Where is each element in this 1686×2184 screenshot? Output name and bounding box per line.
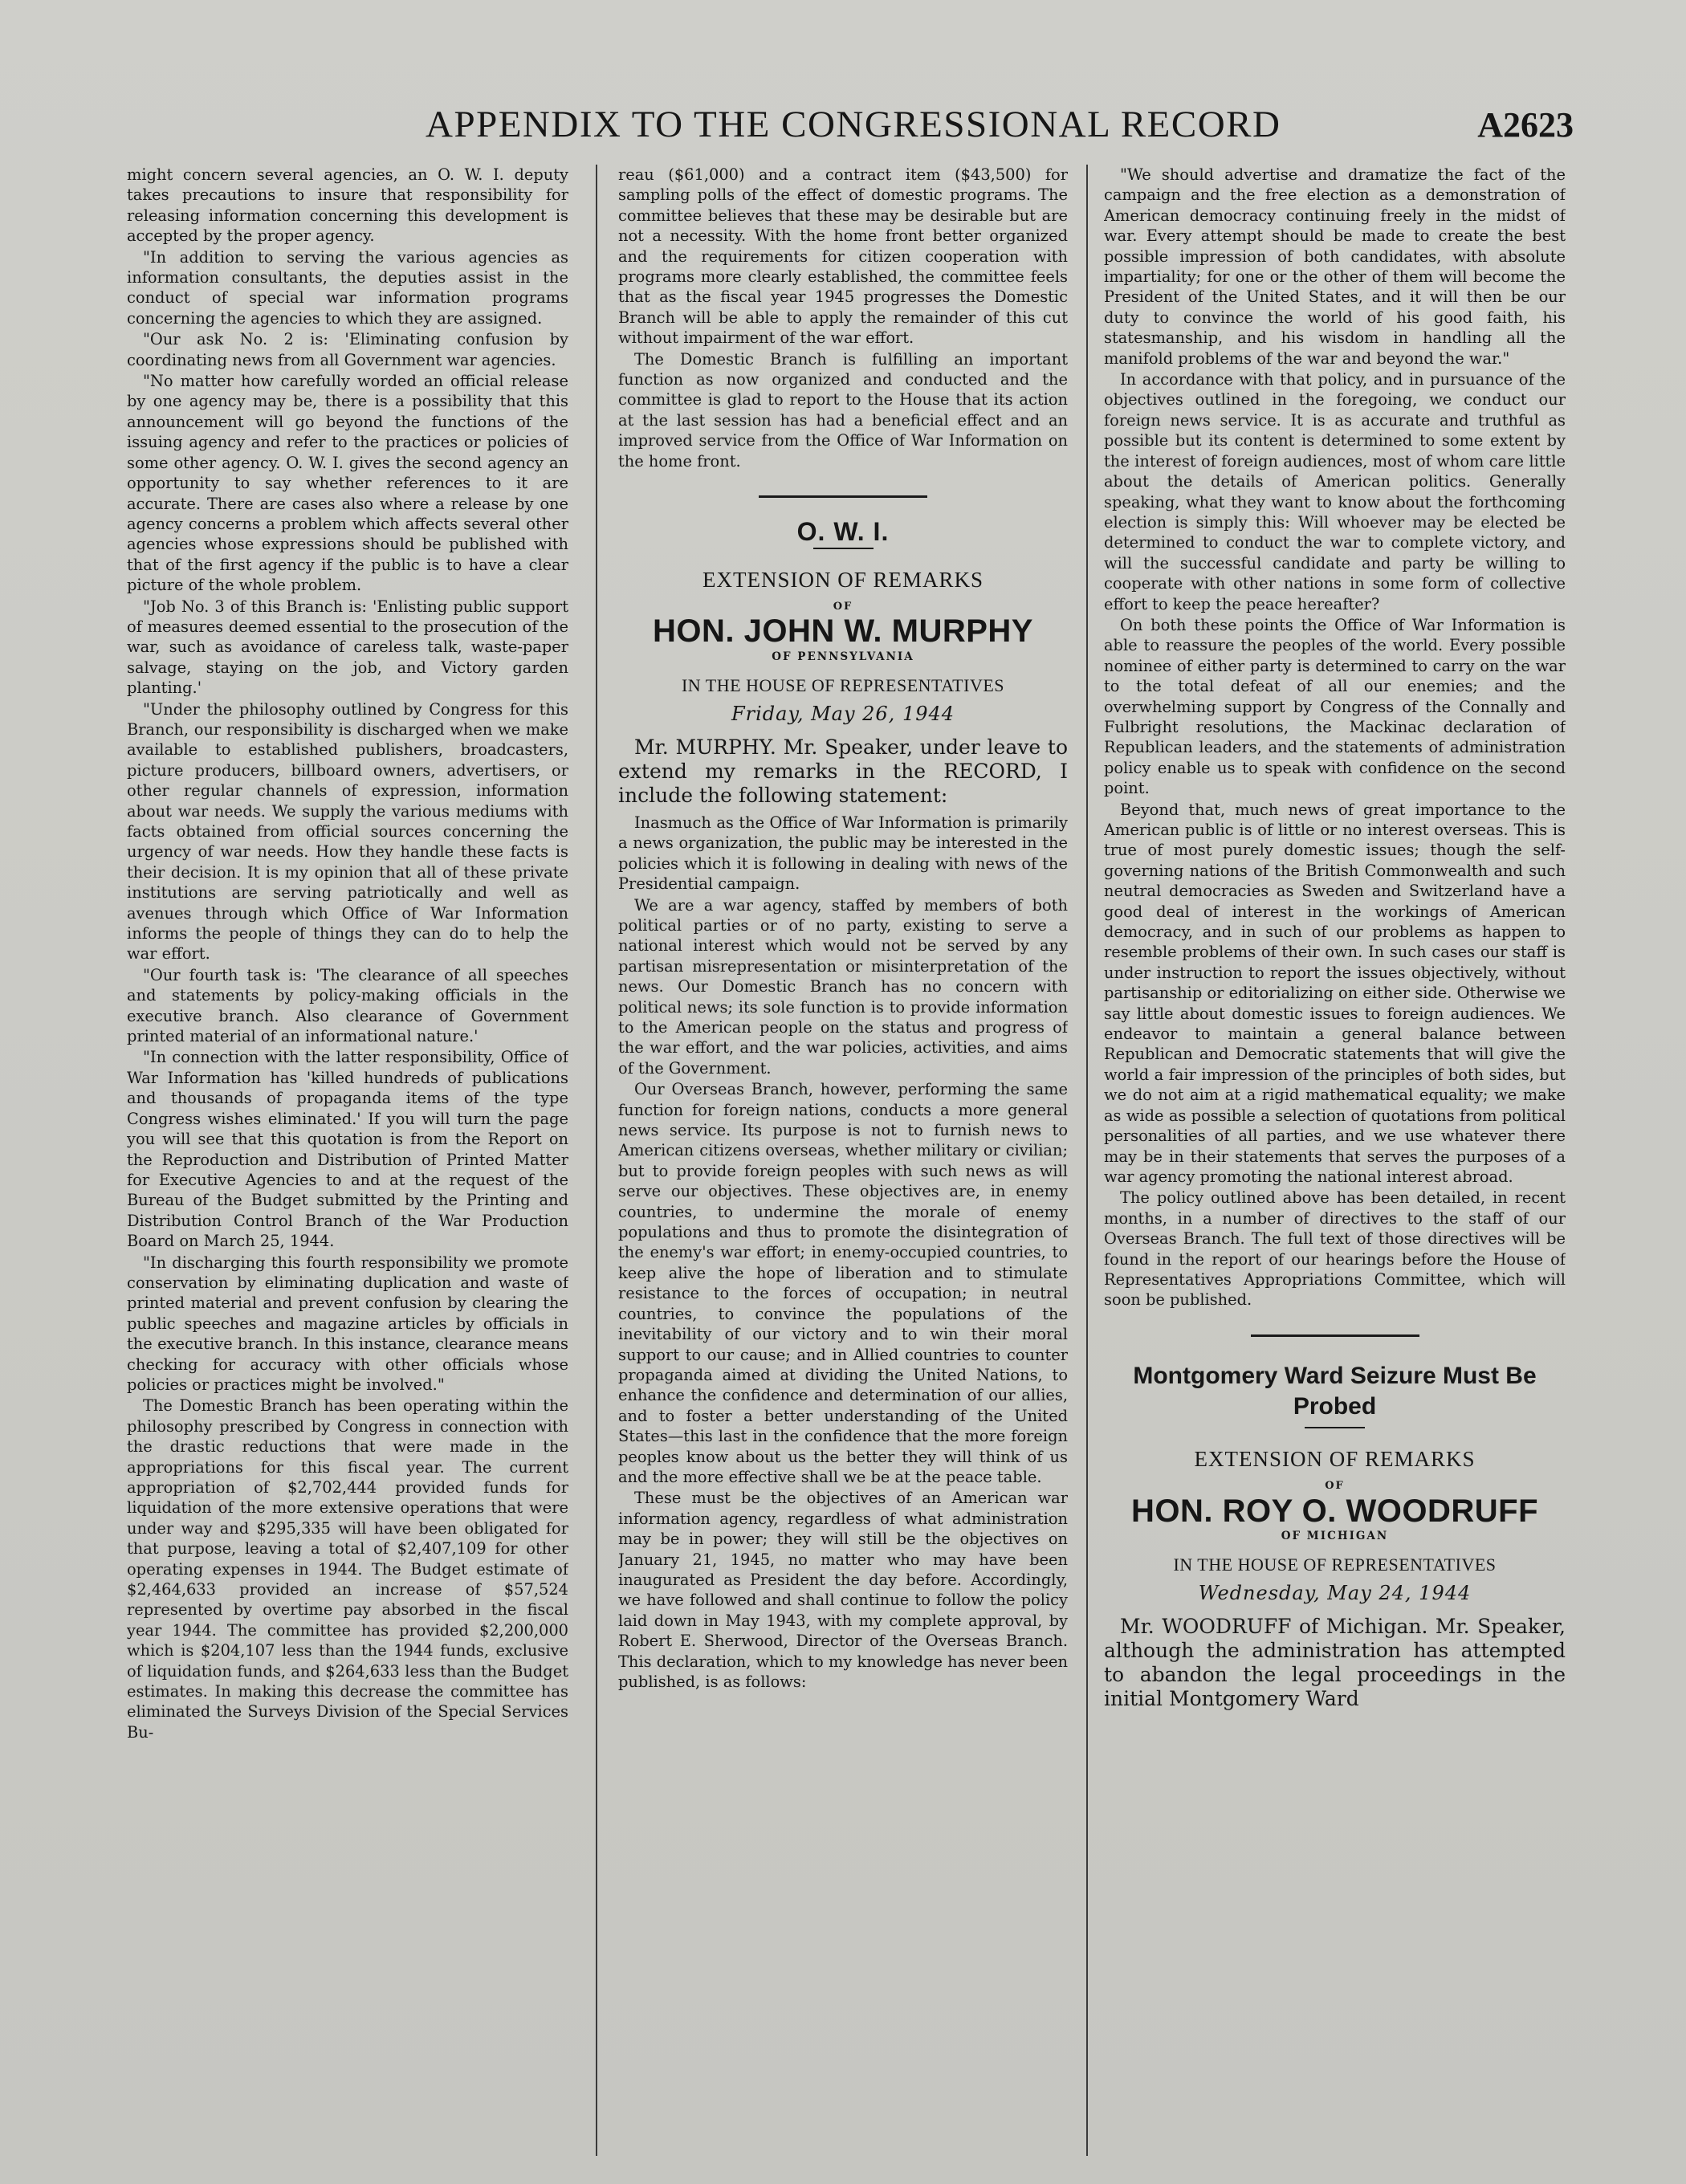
column-divider xyxy=(596,165,597,2156)
paragraph: "Job No. 3 of this Branch is: 'Enlisting public support of measures deemed essential to the prosecution of the war, such as avoidance of careless talk, waste-paper salvage, staying on the job, and Victory garden planting.' xyxy=(127,597,568,698)
remarks-intro: Mr. MURPHY. Mr. Speaker, under leave to extend my remarks in the RECORD, I include the following statement: xyxy=(618,735,1068,807)
page-number: A2623 xyxy=(1477,105,1574,145)
section-separator xyxy=(1251,1334,1419,1337)
remarks-date: Friday, May 26, 1944 xyxy=(731,702,955,725)
paragraph: might concern several agencies, an O. W. I. deputy takes precautions to insure that responsibility for releasing information concerning this development is accepted by the proper agency. xyxy=(127,165,568,246)
paragraph: The Domestic Branch has been operating within the philosophy prescribed by Congress in connection with the drastic reductions that were made in the appropriations for this fiscal year. The current appropriation of $2,702,444 provided funds for liquidation of the more extensive operations that were under way and $295,335 will have been obligated for that purpose, leaving a total of $2,407,109 for other operating expenses in 1944. The Budget estimate of $2,464,633 provided an increase of $57,524 represented by overtime pay absorbed in the fiscal year 1944. The committee has provided $2,200,000 which is $204,107 less than the 1944 funds, exclusive of liquidation funds, and $264,633 less than the Budget estimates. In making this decrease the committee has eliminated the Surveys Division of the Special Services Bu- xyxy=(127,1396,568,1742)
title-rule xyxy=(813,548,874,549)
extension-heading: EXTENSION OF REMARKS xyxy=(1194,1446,1476,1471)
remarks-date: Wednesday, May 24, 1944 xyxy=(1198,1581,1472,1604)
paragraph: "In discharging this fourth responsibility we promote conservation by eliminating duplication and waste of printed material and prevent confusion by clearing the public speeches and magazine articles by officials in the executive branch. In this instance, clearance means checking for accuracy with other officials whose policies or practices might be involved." xyxy=(127,1253,568,1394)
page-header xyxy=(426,103,1574,159)
paragraph: Our Overseas Branch, however, performing the same function for foreign nations, conducts a more general news service. Its purpose is not to furnish news to American citizens overseas, whether military or civilian; but to provide foreign peoples with such news as will serve our objectives. These objectives are, in enemy countries, to undermine the morale of enemy populations and thus to promote the disintegration of the enemy's war effort; in enemy-occupied countries, to keep alive the hope of liberation and to stimulate resistance to the forces of occupation; in neutral countries, to convince the populations of the inevitability of our victory and to win their moral support to our cause; and in Allied countries to counter propaganda aimed at dividing the United Nations, to enhance the confidence and determination of our allies, and to foster a better understanding of the United States—this last in the confidence that the more foreign peoples know about us the better they will think of us and the more effective shall we be at the peace table. xyxy=(618,1080,1068,1486)
column-3 xyxy=(1104,165,1566,2164)
extension-heading: EXTENSION OF REMARKS xyxy=(702,567,984,592)
of-label: OF xyxy=(833,600,853,613)
paragraph: "In addition to serving the various agencies as information consultants, the deputies assist in the conduct of special war information programs concerning the agencies to which they are assigned. xyxy=(127,247,568,328)
column-divider xyxy=(1086,165,1088,2156)
remarks-intro: Mr. WOODRUFF of Michigan. Mr. Speaker, although the administration has attempted to abandon the legal proceedings in the initial Montgomery Ward xyxy=(1104,1615,1566,1711)
paragraph: We are a war agency, staffed by members of both political parties or of no party, existing to serve a national interest which would not be served by any partisan misrepresentation or misinterpretation of the news. Our Domestic Branch has no concern with political news; its sole function is to provide information to the American people on the status and progress of the war effort, and the war policies, activities, and aims of the Government. xyxy=(618,895,1068,1078)
chamber-label: IN THE HOUSE OF REPRESENTATIVES xyxy=(1173,1554,1497,1575)
paragraph: In accordance with that policy, and in pursuance of the objectives outlined in the foregoing, we conduct our foreign news service. It is as accurate and truthful as possible but its content is determined to some extent by the interest of foreign audiences, most of whom care little about the details of American politics. Generally speaking, what they want to know about the forthcoming election is simply this: Will whoever may be elected be determined to conduct the war to complete victory, and will the successful candidate and party be willing to cooperate with other nations in some form of collective effort to keep the peace hereafter? xyxy=(1104,370,1566,613)
paragraph: "No matter how carefully worded an official release by one agency may be, there is a possibility that this announcement will go beyond the functions of the issuing agency and refer to the practices or policies of some other agency. O. W. I. gives the second agency an opportunity to say whether references to it are accurate. There are cases also where a release by one agency concerns a problem which affects several other agencies whose expressions should be published with that of the first agency if the public is to have a clear picture of the whole problem. xyxy=(127,372,568,595)
paragraph: On both these points the Office of War Information is able to reassure the peoples of the world. Every possible nominee of either party is determined to carry on the war to the total defeat of all our enemies; and the overwhelming support by Congress of the Connally and Fulbright resolutions, the Mackinac declaration of Republican leaders, and the statements of administration policy enable us to speak with confidence on the second point. xyxy=(1104,615,1566,798)
paragraph: The Domestic Branch is fulfilling an important function as now organized and conducted and the committee is glad to report to the House that its action at the last session has had a beneficial effect and an improved service from the Office of War Information on the home front. xyxy=(618,349,1068,471)
paragraph: "Our ask No. 2 is: 'Eliminating confusion by coordinating news from all Government war agencies. xyxy=(127,330,568,369)
paragraph: "We should advertise and dramatize the fact of the campaign and the free election as a demonstration of American democracy continuing freely in the midst of war. Every attempt should be made to create the best possible impression of both candidates, with absolute impartiality; for one or the other of them will become the President of the United States, and it will then be our duty to convince the world of his good faith, his statesmanship, and his wisdom in handling all the manifold problems of the war and beyond the war." xyxy=(1104,165,1566,368)
paragraph: Inasmuch as the Office of War Information is primarily a news organization, the public may be interested in the policies which it is following in dealing with news of the Presidential campaign. xyxy=(618,813,1068,894)
member-state: OF MICHIGAN xyxy=(1281,1529,1389,1542)
paragraph: These must be the objectives of an American war information agency, regardless of what administration may be in power; they will still be the objectives on January 21, 1945, no matter who may have been inaugurated as President the day before. Accordingly, we have followed and shall continue to follow the policy laid down in May 1943, with my complete approval, by Robert E. Sherwood, Director of the Overseas Branch. This declaration, which to my knowledge has never been published, is as follows: xyxy=(618,1489,1068,1691)
paragraph: The policy outlined above has been detailed, in recent months, in a number of directives to the staff of our Overseas Branch. The full text of those directives will be found in the report of our hearings before the House of Representatives Appropriations Committee, which will soon be published. xyxy=(1104,1188,1566,1310)
of-label: OF xyxy=(1325,1480,1345,1493)
section-separator xyxy=(759,495,927,498)
column-2 xyxy=(618,165,1068,2164)
chamber-label: IN THE HOUSE OF REPRESENTATIVES xyxy=(681,675,1004,696)
paragraph: Beyond that, much news of great importance to the American public is of little or no interest overseas. This is true of most purely domestic issues; though the self-governing nations of the British Commonwealth and such neutral democracies as Sweden and Switzerland have a good deal of interest in the workings of American democracy, and in such of our problems as happen to resemble problems of their own. In such cases our staff is under instruction to report the issues objectively, without partisanship or editorializing on either side. Otherwise we say little about domestic issues to foreign audiences. We endeavor to maintain a general balance between Republican and Democratic statements that will give the world a fair impression of the principles of both sides, but we do not aim at a rigid mathematical equality; we make as wide as possible a selection of quotations from political personalities of all parties, and we use whatever there may be in their statements that serves the purposes of a war agency promoting the national interest abroad. xyxy=(1104,800,1566,1186)
section-title: Montgomery Ward Seizure Must Be Probed xyxy=(1133,1362,1537,1420)
member-name: HON. JOHN W. MURPHY xyxy=(653,613,1033,650)
paragraph: "Our fourth task is: 'The clearance of all speeches and statements by policy-making officials in the executive branch. Also clearance of Government printed material of an informational nature.' xyxy=(127,965,568,1046)
paragraph: reau ($61,000) and a contract item ($43,500) for sampling polls of the effect of domestic programs. The committee believes that these may be desirable but are not a necessity. With the home front better organized and the requirements for citizen cooperation with programs more clearly established, the committee feels that as the fiscal year 1945 progresses the Domestic Branch will be able to apply the remainder of this cut without impairment of the war effort. xyxy=(618,165,1068,348)
member-state: OF PENNSYLVANIA xyxy=(772,650,914,663)
paragraph: "In connection with the latter responsibility, Office of War Information has 'killed hundreds of publications and thousands of propaganda items of the type Congress wishes eliminated.' If you will turn the page you will see that this quotation is from the Report on the Reproduction and Distribution of Printed Matter for Executive Agencies to and at the request of the Bureau of the Budget submitted by the Printing and Distribution Control Branch of the War Production Board on March 25, 1944. xyxy=(127,1048,568,1251)
column-1 xyxy=(127,165,568,2164)
page-title: APPENDIX TO THE CONGRESSIONAL RECORD xyxy=(426,104,1281,145)
title-rule xyxy=(1305,1427,1365,1428)
member-name: HON. ROY O. WOODRUFF xyxy=(1130,1493,1539,1529)
paragraph: "Under the philosophy outlined by Congress for this Branch, our responsibility is discharged when we make available to established publishers, broadcasters, picture producers, billboard owners, advertisers, or other regular channels of expression, information about war needs. We supply the various mediums with facts obtained from official sources concerning the urgency of war needs. How they handle these facts is their decision. It is my opinion that all of these private institutions are serving patriotically and well as avenues through which Office of War Information informs the people of things they can do to help the war effort. xyxy=(127,699,568,964)
section-title: O. W. I. xyxy=(796,517,890,547)
